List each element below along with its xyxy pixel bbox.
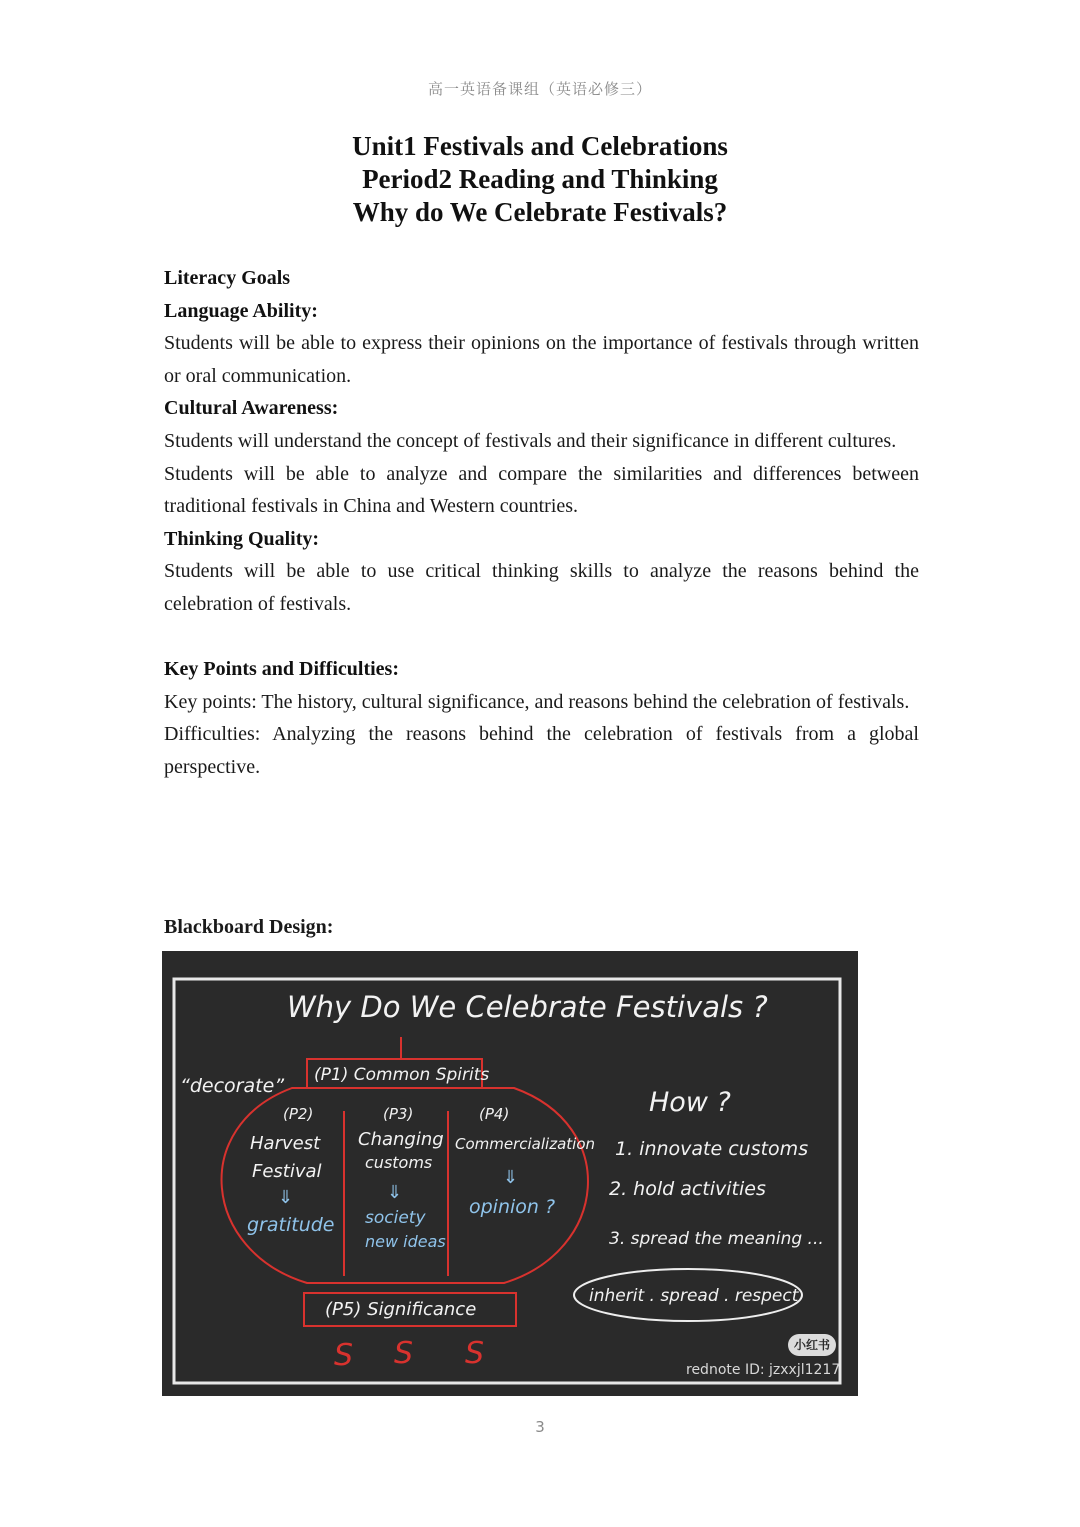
cultural-awareness-text-1: Students will understand the concept of festivals and their significance in different cultures. [164,429,897,452]
difficulties-text: Difficulties: Analyzing the reasons behind the celebration of festivals from a global perspective. [164,723,919,778]
col2-arrow: ⇓ [387,1182,403,1203]
col2-line2: customs [365,1153,433,1172]
col3-line1: Commercialization [455,1135,596,1153]
rednote-watermark: rednote ID: jzxxjl1217 [686,1362,841,1378]
p5-label: (P5) Significance [325,1299,477,1320]
col2-line1: Changing [358,1129,444,1150]
p3-tag: (P3) [383,1105,414,1123]
document-body [164,262,919,784]
col1-arrow: ⇓ [278,1187,294,1208]
col3-result: opinion ? [469,1196,556,1218]
title-line-2: Period2 Reading and Thinking [362,164,718,194]
decorate-label: “decorate” [180,1075,285,1097]
thinking-quality-heading: Thinking Quality: [164,527,320,550]
rednote-badge: 小红书 [788,1334,836,1356]
page-header: 高一英语备课组（英语必修三） [427,80,652,98]
key-points-heading: Key Points and Difficulties: [164,658,399,681]
summary-text: inherit . spread . respect [589,1286,799,1306]
tassel-3: S [465,1336,485,1371]
board-title: Why Do We Celebrate Festivals ? [287,990,768,1024]
tassel-2: S [394,1336,414,1371]
language-ability-heading: Language Ability: [164,299,318,322]
cultural-awareness-text-2: Students will be able to analyze and compare the similarities and differences between traditional festivals in China and Western countries. [164,462,919,518]
how-label: How ? [649,1087,731,1118]
blackboard-drawing [162,951,858,1396]
col1-line2: Festival [252,1161,322,1182]
col1-result: gratitude [247,1214,335,1236]
language-ability-text: Students will be able to express their opinions on the importance of festivals through written or oral communication. [164,332,919,387]
key-points-text: Key points: The history, cultural significance, and reasons behind the celebration of festivals. [164,690,910,713]
thinking-quality-text: Students will be able to use critical thinking skills to analyze the reasons behind the celebration of festivals. [164,560,919,615]
col1-line1: Harvest [250,1133,321,1154]
title-line-1: Unit1 Festivals and Celebrations [352,131,728,161]
p4-tag: (P4) [479,1105,510,1123]
blackboard-heading: Blackboard Design: [164,916,334,938]
cultural-awareness-heading: Cultural Awareness: [164,397,339,420]
how-item-3: 3. spread the meaning ... [609,1229,824,1249]
col2-result-2: new ideas [365,1232,446,1251]
col2-result-1: society [365,1208,426,1228]
document-title [0,130,1080,229]
how-item-2: 2. hold activities [609,1178,766,1200]
col3-arrow: ⇓ [503,1167,519,1188]
literacy-goals-heading: Literacy Goals [164,267,291,289]
page-number: 3 [535,1418,545,1436]
p2-tag: (P2) [283,1105,314,1123]
blackboard-image [162,951,858,1396]
how-item-1: 1. innovate customs [615,1138,809,1160]
tassel-1: S [334,1338,354,1373]
p1-label: (P1) Common Spirits [314,1065,490,1085]
title-line-3: Why do We Celebrate Festivals? [352,197,728,227]
